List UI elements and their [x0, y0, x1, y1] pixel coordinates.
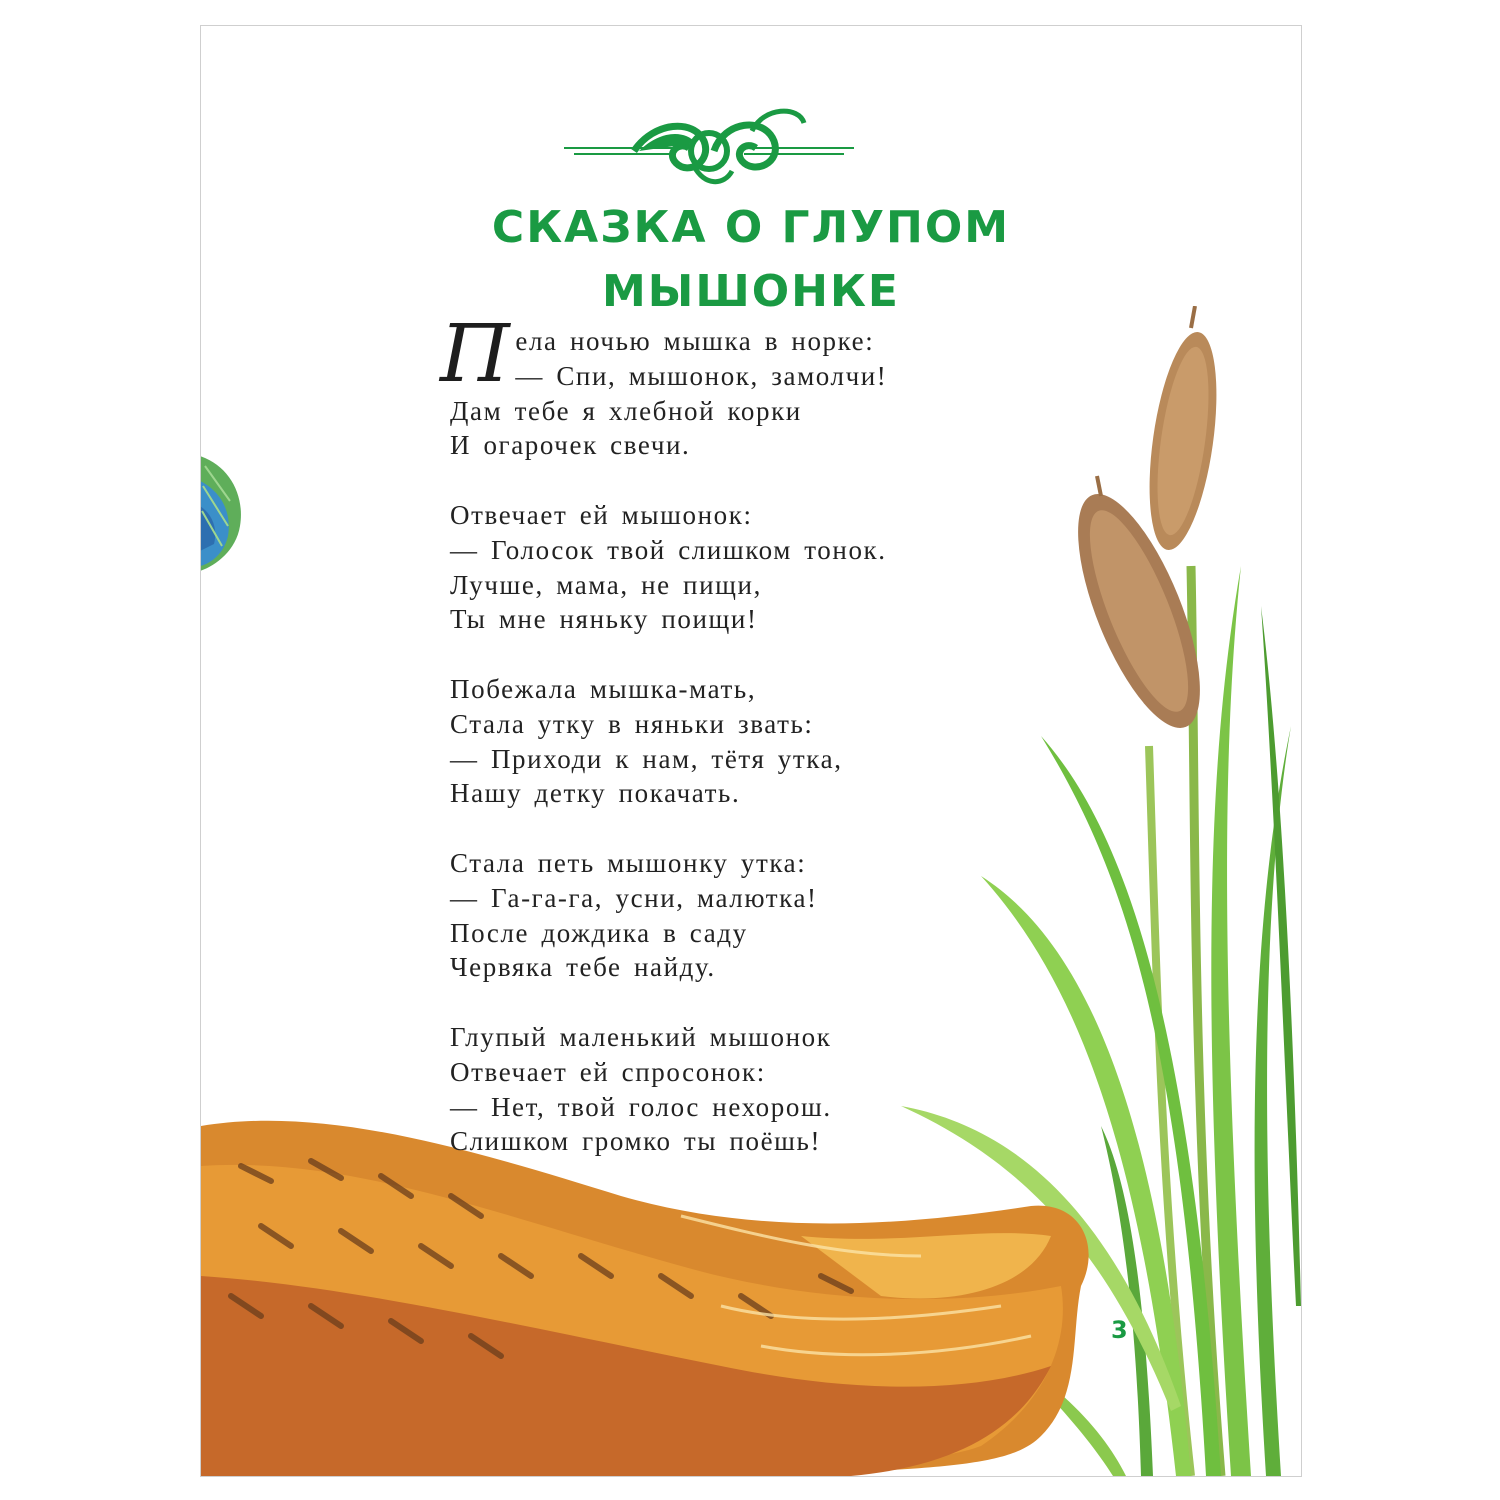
poem-line: Отвечает ей мышонок: — [450, 499, 753, 530]
poem-line: — Голосок твой слишком тонок. — [450, 534, 887, 565]
poem-line: И огарочек свечи. — [450, 430, 691, 461]
stanza — [450, 498, 1010, 637]
poem-line: Лучше, мама, не пищи, — [450, 569, 762, 600]
poem-line: После дождика в саду — [450, 917, 748, 948]
title-ornament-icon — [564, 101, 854, 201]
poem-line: Стала утку в няньки звать: — [450, 708, 814, 739]
stanza — [450, 672, 1010, 811]
poem-line: Ты мне няньку поищи! — [450, 604, 758, 635]
stanza — [450, 846, 1010, 985]
poem-line: ела ночью мышка в норке: — [515, 326, 875, 356]
poem-line: — Приходи к нам, тётя утка, — [450, 743, 843, 774]
poem-line: — Га-га-га, усни, малютка! — [450, 882, 818, 913]
poem-line: Глупый маленький мышонок — [450, 1021, 832, 1052]
poem-line: Нашу детку покачать. — [450, 778, 741, 809]
page-title — [201, 196, 1301, 324]
poem-line: Червяка тебе найду. — [450, 952, 716, 983]
book-page — [200, 25, 1302, 1477]
stanza — [450, 1020, 1010, 1159]
poem-line: Дам тебе я хлебной корки — [450, 395, 802, 426]
poem — [440, 307, 1010, 1194]
poem-line: Слишком громко ты поёшь! — [450, 1126, 822, 1157]
title-line-1: СКАЗКА О ГЛУПОМ — [491, 202, 1011, 253]
poem-line: — Спи, мышонок, замолчи! — [515, 360, 888, 391]
poem-line: Отвечает ей спросонок: — [450, 1056, 766, 1087]
title-line-2: МЫШОНКЕ — [602, 266, 900, 317]
page-number: 3 — [1111, 1316, 1128, 1344]
poem-line: — Нет, твой голос нехорош. — [450, 1091, 832, 1122]
poem-line: Стала петь мышонку утка: — [450, 847, 807, 878]
poem-line: Побежала мышка-мать, — [450, 673, 757, 704]
stanza — [440, 307, 1010, 463]
feather-edge-illustration — [200, 456, 245, 571]
drop-cap: П — [440, 307, 512, 400]
